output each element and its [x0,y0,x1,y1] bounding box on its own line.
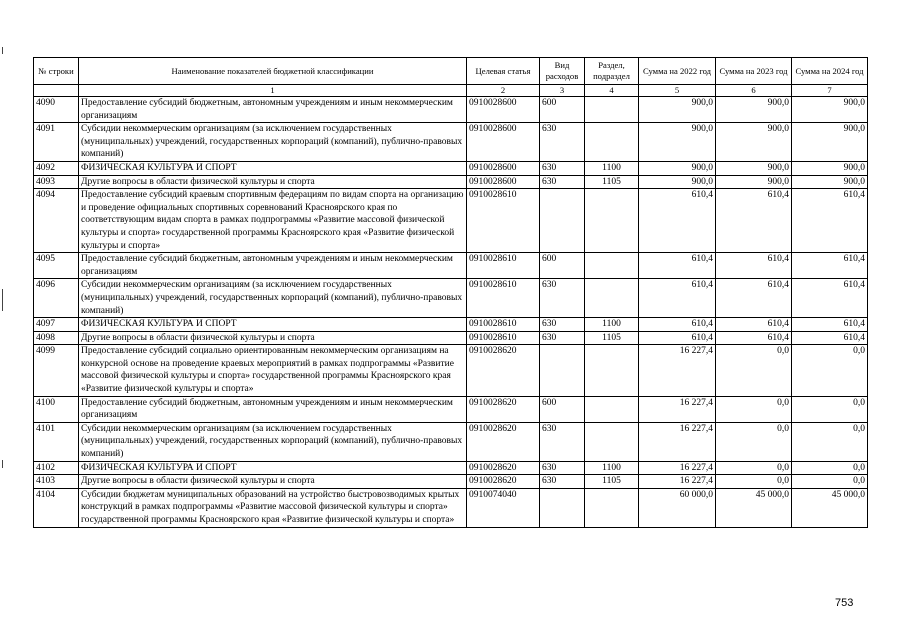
table-row [34,175,868,189]
column-number-cell [34,85,79,97]
section-cell [585,189,639,253]
sum-2024-cell: 900,0 [792,123,868,162]
target-item-cell: 0910028610 [467,331,540,345]
budget-table [33,57,868,528]
target-item-cell: 0910074040 [467,488,540,527]
expense-type-cell: 630 [540,422,585,461]
indicator-name-cell: Предоставление субсидий бюджетным, автономным учреждениям и иным некоммерческим организациям [79,97,467,123]
section-cell: 1100 [585,318,639,332]
row-number-cell: 4096 [34,279,79,318]
section-cell [585,422,639,461]
sum-2023-cell: 0,0 [716,475,792,489]
sum-2023-cell: 610,4 [716,279,792,318]
target-item-cell: 0910028610 [467,189,540,253]
expense-type-cell: 600 [540,253,585,279]
row-number-cell: 4101 [34,422,79,461]
expense-type-cell: 630 [540,331,585,345]
table-row [34,461,868,475]
table-row [34,161,868,175]
header-row-number: № строки [34,58,79,85]
expense-type-cell: 630 [540,475,585,489]
section-cell: 1105 [585,475,639,489]
row-number-cell: 4104 [34,488,79,527]
target-item-cell: 0910028620 [467,422,540,461]
expense-type-cell: 630 [540,279,585,318]
target-item-cell: 0910028620 [467,396,540,422]
column-number-cell: 5 [639,85,716,97]
table-row [34,97,868,123]
sum-2022-cell: 16 227,4 [639,475,716,489]
sum-2022-cell: 610,4 [639,279,716,318]
table-header-row [34,58,868,85]
expense-type-cell: 630 [540,318,585,332]
row-number-cell: 4093 [34,175,79,189]
sum-2022-cell: 900,0 [639,97,716,123]
sum-2024-cell: 0,0 [792,475,868,489]
column-number-cell: 3 [540,85,585,97]
indicator-name-cell: Субсидии бюджетам муниципальных образований на устройство быстровозводимых крытых конструкций в рамках подпрограммы «Развитие массовой физической культуры и спорта» государственной программы Красноярского края «Развитие физической культуры и спорта» [79,488,467,527]
sum-2022-cell: 900,0 [639,175,716,189]
sum-2024-cell: 610,4 [792,279,868,318]
column-number-cell: 2 [467,85,540,97]
sum-2024-cell: 610,4 [792,331,868,345]
sum-2023-cell: 0,0 [716,461,792,475]
sum-2024-cell: 610,4 [792,318,868,332]
row-number-cell: 4094 [34,189,79,253]
table-row [34,422,868,461]
row-number-cell: 4090 [34,97,79,123]
section-cell [585,279,639,318]
sum-2024-cell: 610,4 [792,253,868,279]
indicator-name-cell: Другие вопросы в области физической культуры и спорта [79,175,467,189]
table-row [34,488,868,527]
target-item-cell: 0910028610 [467,253,540,279]
sum-2024-cell: 0,0 [792,345,868,396]
header-target-item: Целевая статья [467,58,540,85]
target-item-cell: 0910028620 [467,345,540,396]
sum-2022-cell: 60 000,0 [639,488,716,527]
table-row [34,253,868,279]
section-cell: 1100 [585,161,639,175]
column-number-cell: 1 [79,85,467,97]
table-row [34,396,868,422]
indicator-name-cell: Другие вопросы в области физической культуры и спорта [79,331,467,345]
indicator-name-cell: Субсидии некоммерческим организациям (за исключением государственных (муниципальных) учреждений, государственных корпораций (компаний), публично-правовых компаний) [79,123,467,162]
row-number-cell: 4098 [34,331,79,345]
column-number-cell: 4 [585,85,639,97]
sum-2023-cell: 900,0 [716,161,792,175]
table-row [34,123,868,162]
header-section: Раздел, подраздел [585,58,639,85]
sum-2023-cell: 610,4 [716,189,792,253]
table-row [34,279,868,318]
expense-type-cell: 630 [540,161,585,175]
sum-2024-cell: 0,0 [792,422,868,461]
sum-2022-cell: 610,4 [639,331,716,345]
row-number-cell: 4099 [34,345,79,396]
target-item-cell: 0910028600 [467,175,540,189]
sum-2022-cell: 16 227,4 [639,396,716,422]
section-cell [585,123,639,162]
header-sum-2023: Сумма на 2023 год [716,58,792,85]
row-number-cell: 4103 [34,475,79,489]
column-number-row [34,85,868,97]
sum-2024-cell: 900,0 [792,97,868,123]
sum-2022-cell: 16 227,4 [639,422,716,461]
expense-type-cell: 630 [540,461,585,475]
target-item-cell: 0910028620 [467,461,540,475]
column-number-cell: 6 [716,85,792,97]
sum-2022-cell: 610,4 [639,318,716,332]
table-body [34,97,868,528]
target-item-cell: 0910028600 [467,123,540,162]
column-number-cell: 7 [792,85,868,97]
target-item-cell: 0910028610 [467,318,540,332]
indicator-name-cell: Предоставление субсидий социально ориентированным некоммерческим организациям на конкурсной основе на проведение краевых мероприятий в рамках подпрограммы «Развитие массовой физической культуры и спорта» государственной программы Красноярского края «Развитие физической культуры и спорта» [79,345,467,396]
row-number-cell: 4097 [34,318,79,332]
expense-type-cell [540,345,585,396]
sum-2023-cell: 610,4 [716,331,792,345]
scan-edge-mark [2,47,3,54]
sum-2023-cell: 900,0 [716,97,792,123]
sum-2024-cell: 0,0 [792,461,868,475]
scan-edge-mark [2,289,3,311]
expense-type-cell: 630 [540,123,585,162]
indicator-name-cell: ФИЗИЧЕСКАЯ КУЛЬТУРА И СПОРТ [79,318,467,332]
sum-2023-cell: 0,0 [716,396,792,422]
sum-2023-cell: 610,4 [716,318,792,332]
row-number-cell: 4092 [34,161,79,175]
header-indicator-name: Наименование показателей бюджетной классификации [79,58,467,85]
sum-2023-cell: 0,0 [716,422,792,461]
indicator-name-cell: ФИЗИЧЕСКАЯ КУЛЬТУРА И СПОРТ [79,161,467,175]
sum-2024-cell: 45 000,0 [792,488,868,527]
expense-type-cell: 630 [540,175,585,189]
header-sum-2024: Сумма на 2024 год [792,58,868,85]
table-row [34,331,868,345]
header-expense-type: Вид расходов [540,58,585,85]
row-number-cell: 4100 [34,396,79,422]
target-item-cell: 0910028600 [467,161,540,175]
sum-2022-cell: 16 227,4 [639,461,716,475]
sum-2022-cell: 900,0 [639,161,716,175]
row-number-cell: 4095 [34,253,79,279]
section-cell [585,396,639,422]
section-cell [585,97,639,123]
target-item-cell: 0910028620 [467,475,540,489]
indicator-name-cell: Предоставление субсидий бюджетным, автономным учреждениям и иным некоммерческим организациям [79,396,467,422]
section-cell [585,488,639,527]
sum-2022-cell: 610,4 [639,253,716,279]
section-cell [585,345,639,396]
indicator-name-cell: Предоставление субсидий бюджетным, автономным учреждениям и иным некоммерческим организациям [79,253,467,279]
sum-2023-cell: 610,4 [716,253,792,279]
sum-2024-cell: 900,0 [792,161,868,175]
sum-2024-cell: 0,0 [792,396,868,422]
sum-2022-cell: 610,4 [639,189,716,253]
sum-2023-cell: 900,0 [716,175,792,189]
indicator-name-cell: Субсидии некоммерческим организациям (за исключением государственных (муниципальных) учреждений, государственных корпораций (компаний), публично-правовых компаний) [79,422,467,461]
expense-type-cell [540,189,585,253]
expense-type-cell [540,488,585,527]
sum-2024-cell: 900,0 [792,175,868,189]
header-sum-2022: Сумма на 2022 год [639,58,716,85]
scan-edge-mark [2,460,3,468]
indicator-name-cell: ФИЗИЧЕСКАЯ КУЛЬТУРА И СПОРТ [79,461,467,475]
page-number: 753 [835,597,854,609]
row-number-cell: 4102 [34,461,79,475]
section-cell [585,253,639,279]
target-item-cell: 0910028610 [467,279,540,318]
indicator-name-cell: Предоставление субсидий краевым спортивным федерациям по видам спорта на организацию и проведение официальных спортивных соревнований Красноярского края по соответствующим видам спорта в рамках подпрограммы «Развитие массовой физической культуры и спорта» государственной программы Красноярского края «Развитие физической культуры и спорта» [79,189,467,253]
target-item-cell: 0910028600 [467,97,540,123]
table-row [34,345,868,396]
sum-2022-cell: 900,0 [639,123,716,162]
sum-2022-cell: 16 227,4 [639,345,716,396]
indicator-name-cell: Субсидии некоммерческим организациям (за исключением государственных (муниципальных) учреждений, государственных корпораций (компаний), публично-правовых компаний) [79,279,467,318]
expense-type-cell: 600 [540,97,585,123]
row-number-cell: 4091 [34,123,79,162]
section-cell: 1100 [585,461,639,475]
section-cell: 1105 [585,175,639,189]
section-cell: 1105 [585,331,639,345]
table-row [34,189,868,253]
expense-type-cell: 600 [540,396,585,422]
table-row [34,318,868,332]
sum-2023-cell: 45 000,0 [716,488,792,527]
sum-2023-cell: 900,0 [716,123,792,162]
sum-2024-cell: 610,4 [792,189,868,253]
sum-2023-cell: 0,0 [716,345,792,396]
indicator-name-cell: Другие вопросы в области физической культуры и спорта [79,475,467,489]
table-row [34,475,868,489]
